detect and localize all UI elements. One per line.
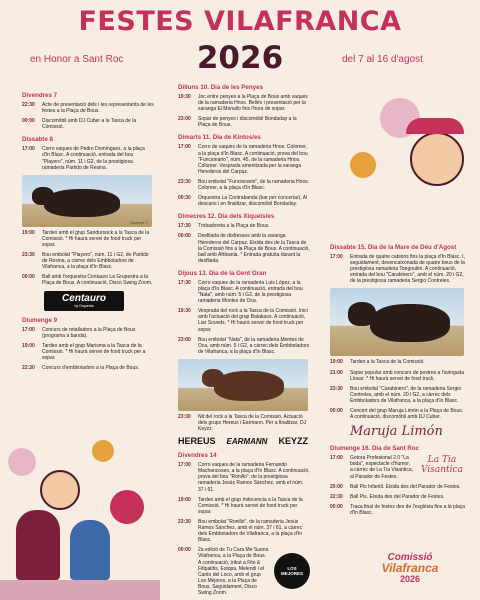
event-item [178, 519, 310, 543]
event-text: Concert del grup Maruja Limón a la Plaça de Bous. A continuació, discomòbil amb DJ Cuber. [350, 408, 464, 421]
event-text: Tardeo a la Tasca de la Comissió. [350, 359, 425, 366]
day-heading: Dimarts 11. Dia de Kintos/es [178, 134, 261, 142]
event-time: 00:00 [178, 233, 191, 240]
day-block [178, 213, 310, 264]
event-text: Ball Pis Infantil. Eixida des del Parador de Festes. [350, 483, 461, 490]
event-time: 22:30 [330, 493, 343, 500]
photo-caption: Jhumed T. [129, 219, 148, 225]
event-time: 17:30 [178, 223, 191, 230]
last-event-row [178, 547, 310, 600]
event-time: 23:30 [22, 252, 35, 259]
event-text: Trobadoreta a la Plaça de Bous. [198, 223, 270, 230]
star-icon [92, 440, 114, 462]
day-heading: Dilluns 10. Dia de les Penyes [178, 84, 263, 91]
event-item [178, 414, 310, 432]
event-text: Entrada de quatre cabions fins la plaça d'In Blasc. I, seguidament, desencaixonada de quatre bous de la prestigiosa ramaderia Tongoulèn. A continuació, entrada del bou "Carabinero", amb el núm. 20 i G2, de la prestigiosa ramaderia Sergio Contreles. [350, 254, 465, 285]
event-item [330, 370, 466, 382]
event-item [178, 94, 310, 112]
header-subrow [0, 40, 480, 80]
event-time: 23:00 [178, 116, 191, 123]
event-text: Corro vaques de Pedro Domínguez, a la plaça d'In Blasc. A continuació, entrada del bou "Playero", núm. 11 i G2, de la prestigiosa ramaderia Partido de Resina. [42, 146, 145, 171]
schedule-column-1 [22, 86, 154, 375]
figure-icon [70, 520, 110, 580]
event-time: 23:30 [178, 413, 191, 420]
mejores-logo-text: LOS MEJORES [280, 566, 303, 577]
event-time: 19:30 [178, 94, 191, 100]
event-item [178, 308, 310, 332]
comissio-logo-line1: Comissió [387, 552, 433, 563]
event-text: Tardeo amb el grup Marisma a la Tasca de la Comissió. * Hi haurà servei de food truck per a sopar. [42, 342, 146, 361]
event-time: 17:00 [330, 455, 343, 462]
event-time: 17:00 [178, 144, 191, 151]
event-item [330, 455, 414, 479]
bull-photo-2 [178, 359, 308, 411]
day-block [22, 317, 154, 372]
event-time: 00:30 [178, 195, 191, 202]
event-item [22, 252, 154, 270]
bull-photo-3 [330, 288, 464, 356]
day-block [22, 136, 154, 170]
day-block [178, 414, 310, 432]
comissio-logo-line3: 2026 [399, 574, 421, 584]
centauro-logo-sub: by Orquesta [74, 304, 94, 308]
event-text: Concurs de retalladors a la Plaça de Bous (programa a banda). [42, 326, 136, 339]
event-item [178, 116, 310, 128]
event-time: 19:30 [178, 308, 191, 315]
event-time: 23:30 [178, 518, 191, 525]
year-label: 2026 [196, 40, 284, 76]
first-event-row [330, 455, 466, 483]
festival-illustration [0, 430, 160, 600]
event-item [330, 408, 466, 420]
circle-icon [110, 490, 144, 524]
event-time: 17:00 [330, 254, 343, 260]
event-time: 22:30 [22, 364, 35, 371]
event-text: Sopar de penyes i discomòbil Bondaday a la Plaça de Bous. [198, 116, 297, 129]
event-text: Sopar popular amb concurs de postres a l'avinguda Llosar. * Hi haurà servei de food truck. [350, 369, 465, 382]
event-text: Joc entre penyes a la Plaça de Bous amb vaques de la ramaderia Hnos. Bellés i presentació per la xaranga El Menallo fins l'hora de sopar. [198, 94, 308, 113]
event-text: Traca final de festes des de l'església fins a la plaça d'In Blasc. [350, 503, 465, 516]
event-item [178, 223, 310, 229]
event-item [22, 343, 154, 361]
day-block [178, 134, 310, 207]
day-heading: Dimecres 12. Dia dels Xiquets/es [178, 213, 275, 221]
event-text: Gotora Profesional 2.0 "La boda", espectacle d'humor, a càrrec de La Tia Visantica, al Parador de Festes. [350, 455, 413, 480]
event-text: Orquestra La Contrabanda (bar per concertar). Al descans i en finalitzar, discomòbil Bondaday. [198, 195, 308, 208]
event-item [22, 365, 154, 371]
schedule-column-3 [330, 238, 466, 520]
event-time: 23:30 [178, 178, 191, 185]
top-right-illustration [340, 92, 480, 232]
day-heading: Dissabte 15. Dia de la Mare de Déu d'Agost [330, 244, 457, 251]
event-item [178, 195, 310, 207]
event-time: 00:00 [22, 118, 35, 125]
event-text: 2a edició de Tu Cara Me Suena Vilafranca, a la Plaça de Bous. A continuació, tribut a Fito & Fitipaldis, Estopa, Melendi i el Canto del Loco, amb el grup Los Mejores, a la Plaça de Bous. Seguidament, Disco Swing Zoom. [198, 547, 269, 596]
event-time: 21:00 [330, 369, 343, 376]
event-item [330, 494, 466, 500]
event-time: 00:00 [330, 408, 343, 415]
day-block [330, 359, 466, 420]
event-text: Nit del rock a la Tasca de la Comissió. Actuació dels grups Hereus i Earmann. Per a finalitzar, DJ Keyzz. [198, 413, 307, 433]
band-logos-row [178, 436, 308, 446]
face-icon [40, 470, 80, 510]
day-block [330, 244, 466, 284]
event-item [22, 274, 154, 286]
balloon-icon [8, 448, 36, 476]
centauro-logo [44, 291, 124, 311]
event-item [178, 337, 310, 355]
event-text: Tardeo amb el grup Sanduroock a la Tasca de la Comissió. * Hi haurà servei de food truck per sopar. [42, 229, 150, 248]
schedule-column-2 [178, 84, 310, 600]
event-time: 17:00 [22, 146, 35, 153]
event-item [330, 504, 466, 516]
event-item [22, 102, 154, 114]
event-item [22, 327, 154, 339]
hereus-logo: HEREUS [178, 436, 216, 447]
event-item [178, 280, 310, 304]
day-heading: Diumenge 9 [22, 316, 58, 324]
event-item [22, 230, 154, 248]
event-text: Bou embolat "Ronillo", de la ramaderia Jesús Ramos Sánchez, amb el núm. 37 i 61, a càrrec dels Embboladors de Vilafranca, a la plaça d'In Blasc. [198, 518, 303, 544]
event-text: Ball amb l'orquestra Centauro La Grupestra a la Plaça de Bous. A continuació, Disco Swing Zoom. [42, 274, 153, 287]
event-text: Bou embolat "Carabinero", de la ramaderia Sergio Contreles, amb el núm. 20 i G2, a càrrec dels Embboladors de Vilafranca, a la plaça d'In Blasc. [350, 385, 462, 404]
event-time: 19:00 [22, 342, 35, 349]
day-block [178, 452, 310, 600]
event-time: 23:00 [178, 336, 191, 343]
day-block [22, 230, 154, 287]
maruja-logo: Maruja Limón [350, 424, 443, 440]
event-item [330, 254, 466, 284]
comissio-logo [356, 552, 464, 585]
event-text: Bou embolat "Funcionario", de la ramaderia Hnos. Colomer, a la plaça d'In Blasc. [198, 178, 310, 192]
event-time: 23:30 [330, 385, 343, 392]
event-item [178, 547, 270, 596]
comissio-logo-line2: Vilafranca [381, 561, 439, 575]
event-text: Concurs d'embboladors a la Plaça de Bous. [42, 364, 140, 371]
centauro-logo-text: Centauro [62, 293, 106, 304]
event-text: Desfilada de disfresses amb la xaranga Herederos del Carpuz. Eixida des de la Tasca de la Comissió fins a la Plaça de Bous. A continuació, ball amb Afrikania. * Entrada gratuïta durant la desfilada. [198, 233, 310, 264]
star-icon [350, 152, 376, 178]
day-block [178, 84, 310, 128]
tia-visantica-logo: La Tia Visantica [421, 455, 463, 476]
event-time: 00:00 [22, 274, 35, 281]
event-item [178, 462, 310, 492]
event-time: 17:00 [178, 462, 191, 469]
event-text: Bou embolat "Nata", de la ramaderia Montes de Oca, amb núm. 5 i G2, a càrrec dels Embboladors de Vilafranca, a la plaça d'In Blasc. [198, 336, 310, 355]
day-block [22, 92, 154, 130]
event-time: 22:30 [22, 102, 35, 108]
event-time: 19:00 [22, 229, 35, 236]
event-time: 00:00 [178, 547, 191, 554]
event-item [178, 233, 310, 263]
hat-icon [406, 118, 464, 134]
event-item [178, 179, 310, 191]
event-item [22, 146, 154, 170]
event-item [178, 497, 310, 515]
event-text: Ball Pis. Eixida des del Parador de Festes. [350, 493, 445, 500]
event-text: Corro vaques de la ramaderia Luis López, a la plaça d'In Blasc. A continuació, entrada del bou "Nata", amb núm. 5 i G2, de la prestigiosa ramaderia Montes de Oca. [198, 279, 303, 305]
event-time: 19:00 [178, 496, 191, 503]
event-text: Corro de vaques de la ramaderia Hnos. Colomer, a la plaça d'In Blasc. A continuació, prova del bou "Funcionario", núm. 45, de la ramaderia Hnos. Colomer. Vesprada amenitzada per la xaranga Herederos del Carpuz. [198, 144, 308, 175]
day-block [330, 445, 466, 516]
day-heading: Diumenge 16. Dia de Sant Roc [330, 445, 420, 453]
event-time: 19:00 [330, 359, 343, 366]
figure-icon [16, 510, 60, 580]
event-item [178, 144, 310, 174]
event-text: Acte de presentació dels i les representants de les festes a la Plaça de Bous. [42, 102, 154, 115]
event-item [330, 359, 466, 365]
day-heading: Divendres 14 [178, 452, 217, 460]
subtitle-right: del 7 al 16 d'agost [342, 54, 423, 65]
keyzz-logo: KEYZZ [278, 436, 308, 447]
face-icon [410, 132, 464, 186]
event-time: 00:00 [330, 503, 343, 510]
event-item [22, 118, 154, 130]
mejores-logo [274, 553, 310, 589]
subtitle-left: en Honor a Sant Roc [30, 54, 124, 65]
event-item [330, 386, 466, 404]
day-heading: Dissabte 8 [22, 136, 53, 144]
event-time: 17:30 [178, 279, 191, 286]
event-text: Tardeo amb el grup Indocencia a la Tasca de la Comissió. * Hi haurà servei de food truck per sopar. [198, 496, 303, 515]
earmann-logo: EARMANN [226, 436, 268, 446]
event-time: 17:00 [22, 326, 35, 333]
day-block [178, 270, 310, 355]
event-text: Discomòbil amb DJ Cuber a la Tasca de la Comissió. [42, 118, 137, 131]
event-text: Corro vaques de la ramaderia Fernando Machancoses, a la plaça d'In Blasc. A continuació, prova del bou "Ronillo", de la prestigiosa ramaderia Jesús Ramos Sánchez, amb el núm. 37 i 61. [198, 462, 310, 493]
event-item [330, 484, 466, 490]
ground-strip [0, 580, 160, 600]
event-time: 20:00 [330, 483, 343, 490]
page-title: FESTES VILAFRANCA [78, 6, 402, 37]
bull-photo [22, 175, 152, 227]
event-text: Bou embolat "Playero", núm. 11 i G2, de Partido de Resina, a càrrec dels Embboladors de Vilafranca, a la plaça d'In Blasc. [42, 252, 149, 271]
day-heading: Dijous 13. Dia de la Gent Gran [178, 269, 267, 277]
day-heading: Divendres 7 [22, 92, 58, 99]
event-text: Vesprada del rock a la Tasca de la Comissió. Inici amb l'actuació del grup Batakaos. A continuació, Liar Sounds. * Hi haurà servei de food truck per sopar. [198, 308, 308, 333]
